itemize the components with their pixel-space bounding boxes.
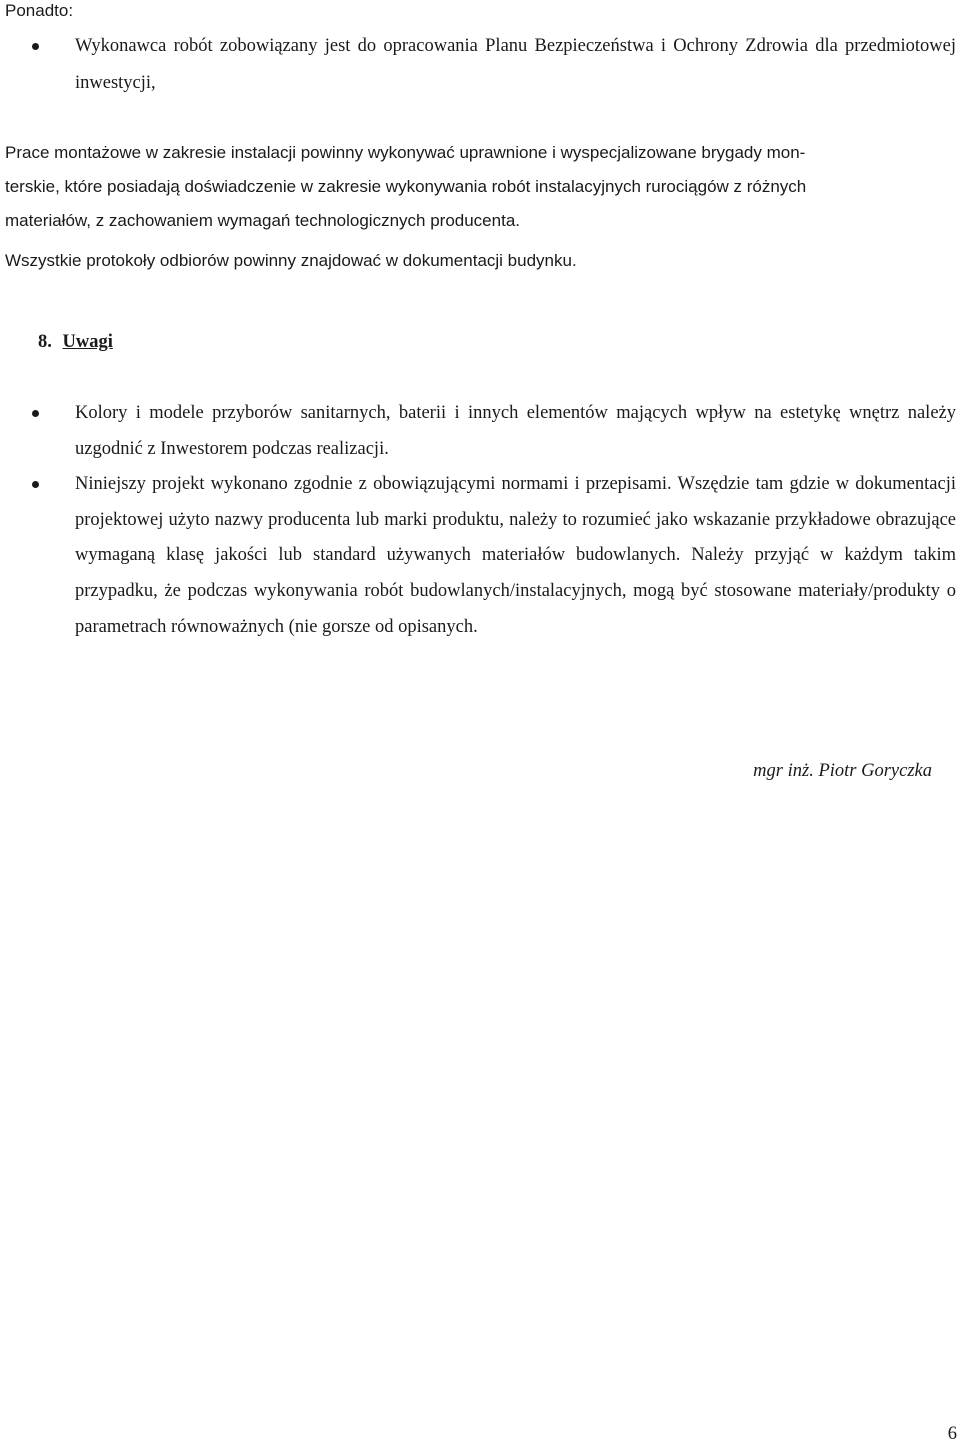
installation-paragraph [5, 136, 956, 238]
list-item-text: Wykonawca robót zobowiązany jest do opracowania Planu Bezpieczeństwa i Ochrony Zdrowia dla przedmiotowej inwestycji, [75, 36, 956, 93]
intro-label: Ponadto: [5, 1, 74, 20]
list-item [5, 28, 956, 102]
author-signature: mgr inż. Piotr Goryczka [753, 761, 932, 781]
paragraph-line: materiałów, z zachowaniem wymagań technologicznych producenta. [5, 211, 520, 230]
list-item-text: Niniejszy projekt wykonano zgodnie z obowiązującymi normami i przepisami. Wszędzie tam gdzie w dokumentacji projektowej użyto nazwy producenta lub marki produktu, należy to rozumieć jako wskazanie przykładowe obrazujące wymaganą klasę jakości lub standard używanych materiałów budowlanych. Należy przyjąć w każdym takim przypadku, że podczas wykonywania robót budowlanych/instalacyjnych, mogą być stosowane materiały/produkty o parametrach równoważnych (nie gorsze od opisanych. [75, 474, 956, 637]
remarks-bullet-list [5, 396, 956, 645]
list-item [5, 396, 956, 467]
paragraph-line: Prace montażowe w zakresie instalacji powinny wykonywać uprawnione i wyspecjalizowane brygady mon- [5, 143, 806, 162]
section-title: Uwagi [62, 332, 113, 352]
paragraph-line: terskie, które posiadają doświadczenie w zakresie wykonywania robót instalacyjnych rurociągów z różnych [5, 177, 807, 196]
page-number: 6 [947, 1424, 957, 1444]
bullet-icon [32, 43, 39, 50]
bullet-icon [32, 481, 39, 488]
bullet-icon [32, 410, 39, 417]
list-item [5, 467, 956, 645]
section-number: 8. [38, 332, 52, 352]
section-heading [38, 324, 113, 360]
list-item-text: Kolory i modele przyborów sanitarnych, baterii i innych elementów mających wpływ na estetykę wnętrz należy uzgodnić z Inwestorem podczas realizacji. [75, 403, 956, 459]
ponadto-bullet-list [5, 28, 956, 102]
protocols-paragraph: Wszystkie protokoły odbiorów powinny znajdować w dokumentacji budynku. [5, 251, 577, 270]
